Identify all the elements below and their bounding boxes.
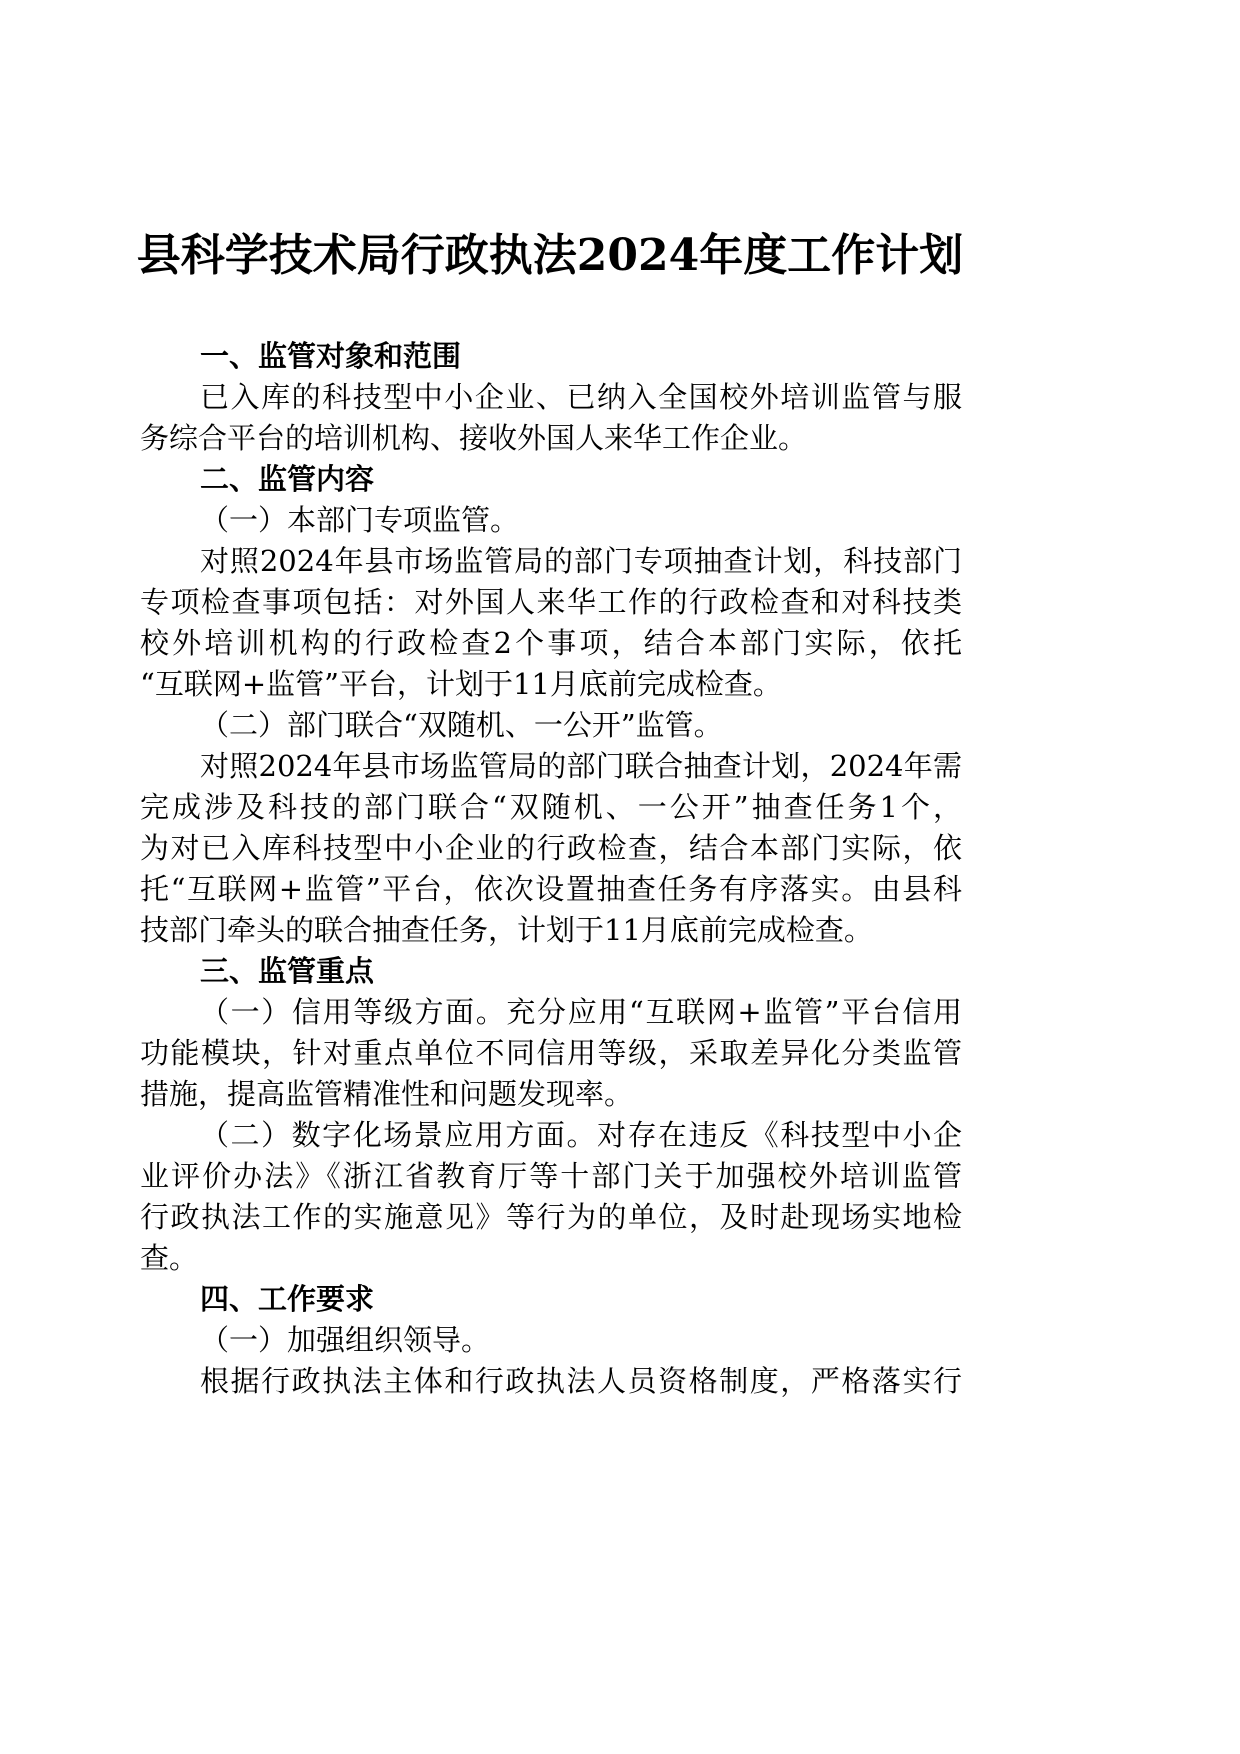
paragraph-line: 技部门牵头的联合抽查任务，计划于11月底前完成检查。	[140, 913, 873, 947]
paragraph-line: （二）数字化场景应用方面。对存在违反《科技型中小企	[200, 1118, 962, 1152]
subsection-heading: （二）部门联合“双随机、一公开”监管。	[200, 708, 723, 742]
document-title: 县科学技术局行政执法2024年度工作计划	[136, 230, 964, 281]
paragraph-line: 功能模块，针对重点单位不同信用等级，采取差异化分类监管	[140, 1036, 962, 1070]
section-heading: 四、工作要求	[200, 1282, 375, 1316]
paragraph-line: 专项检查事项包括：对外国人来华工作的行政检查和对科技类	[140, 585, 962, 619]
paragraph-line: 托“互联网+监管”平台，依次设置抽查任务有序落实。由县科	[140, 872, 962, 906]
paragraph-line: 措施，提高监管精准性和问题发现率。	[140, 1077, 634, 1111]
paragraph-line: 校外培训机构的行政检查2个事项，结合本部门实际，依托	[140, 626, 962, 660]
document-body	[140, 336, 962, 1402]
paragraph-line: 查。	[140, 1241, 199, 1275]
paragraph-line: 对照2024年县市场监管局的部门专项抽查计划，科技部门	[200, 544, 962, 578]
paragraph-line: 根据行政执法主体和行政执法人员资格制度，严格落实行	[200, 1364, 962, 1398]
subsection-heading: （一）加强组织领导。	[200, 1323, 491, 1357]
section-heading: 一、监管对象和范围	[200, 339, 462, 373]
paragraph-line: “互联网+监管”平台，计划于11月底前完成检查。	[140, 667, 782, 701]
paragraph-line: 对照2024年县市场监管局的部门联合抽查计划，2024年需	[200, 749, 962, 783]
paragraph-line: 完成涉及科技的部门联合“双随机、一公开”抽查任务1个，	[140, 790, 962, 824]
paragraph-line: （一）信用等级方面。充分应用“互联网+监管”平台信用	[200, 995, 962, 1029]
paragraph-line: 业评价办法》《浙江省教育厅等十部门关于加强校外培训监管	[140, 1159, 962, 1193]
paragraph-line: 务综合平台的培训机构、接收外国人来华工作企业。	[140, 421, 808, 455]
section-heading: 三、监管重点	[200, 954, 375, 988]
paragraph-line: 行政执法工作的实施意见》等行为的单位，及时赴现场实地检	[140, 1200, 962, 1234]
subsection-heading: （一）本部门专项监管。	[200, 503, 520, 537]
section-heading: 二、监管内容	[200, 462, 375, 496]
paragraph-line: 为对已入库科技型中小企业的行政检查，结合本部门实际，依	[140, 831, 962, 865]
paragraph-line: 已入库的科技型中小企业、已纳入全国校外培训监管与服	[200, 380, 962, 414]
